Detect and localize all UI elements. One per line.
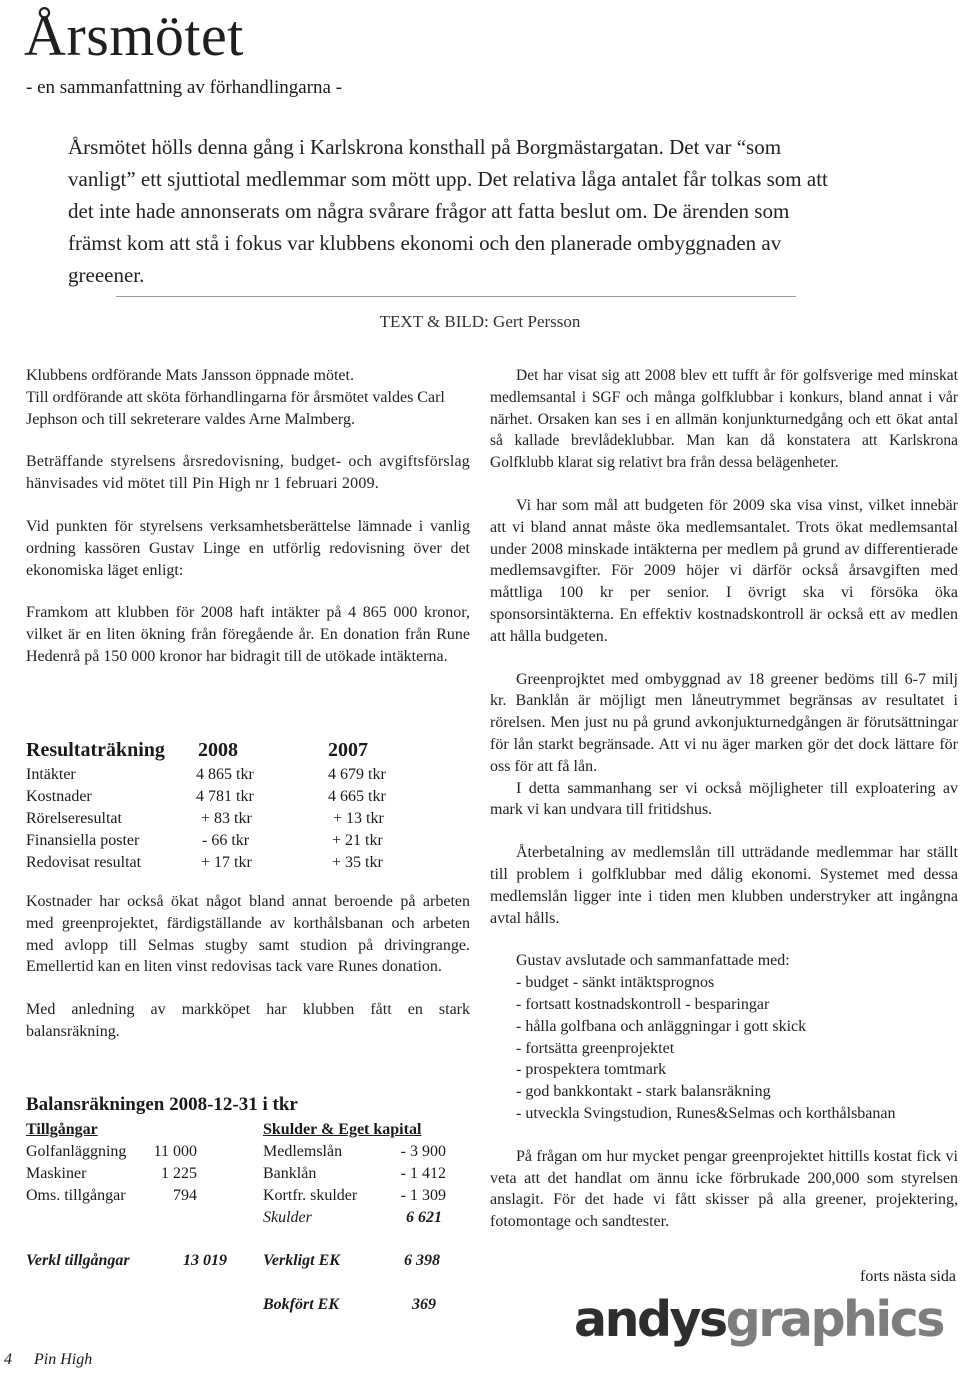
table-cell: 4 865 tkr (196, 766, 254, 783)
balance-row (26, 1163, 466, 1185)
paragraph: Vid punkten för styrelsens verksamhetsberättelse lämnade i vanlig ordning kassören Gustav Linge en utförlig redovisning över det ekonomiska läget enligt: (26, 517, 470, 579)
asset-value: 794 (173, 1187, 197, 1204)
balance-row (26, 1207, 466, 1229)
paragraph: På frågan om hur mycket pengar greenprojektet hittills kostat fick vi veta att det handlat om ännu icke förbrukade 200,000 som styrelsen anslagit. För det hade vi fått skisser på alla greener, projektering, fotomontage och sandtester. (490, 1147, 958, 1231)
table-row (26, 764, 446, 786)
continued-note: forts nästa sida (860, 1268, 956, 1285)
asset-label: Golfanläggning (26, 1143, 127, 1160)
paragraph: Återbetalning av medlemslån till utträdande medlemmar har ställt till problem i golfklubbar med dålig ekonomi. Systemet med dessa medlemslån ligger inte i tiden men klubben understryker att ingångna avtal hålls. (490, 844, 958, 927)
paragraph: Det har visat sig att 2008 blev ett tufft år för golfsverige med minskat medlemsantal i SGF och många golfklubbar i konkurs, bland annat i vår närhet. Orsaken kan ses i en allmän konjunkturnedgång och ett ökat antal så kallade brevlådeklubbar. Man kan då konstatera att Karlskrona Golfklubb klarat sig relativt bra från dessa belägenheter. (490, 367, 958, 472)
table-cell: + 13 tkr (333, 810, 384, 827)
liability-label: Medlemslån (263, 1143, 343, 1160)
page-subtitle: - en sammanfattning av förhandlingarna - (26, 77, 343, 98)
list-item: - fortsatt kostnadskontroll - besparingar (516, 995, 770, 1013)
liability-label: Banklån (263, 1165, 317, 1182)
list-item: - budget - sänkt intäktsprognos (516, 974, 715, 992)
paragraph: Vi har som mål att budgeten för 2009 ska visa vinst, vilket innebär att vi bland annat måste öka medlemsantalet. Trots ökat medlemsantal under 2008 minskade intäkterna per medlem på grund av differentierade medlemsavgifter. För 2009 höjer vi därför också årsavgiften med måttliga 100 kr per senior. I övrigt ska vi försöka öka sponsorsintäkterna. En effektiv kostnadskontroll är också ett av medlen att hålla budgeten. (490, 496, 958, 645)
table-header-cell: Resultaträkning (26, 739, 165, 761)
summary-list (490, 972, 958, 1125)
paragraph: Beträffande styrelsens årsredovisning, budget- och avgiftsförslag hänvisades vid mötet till Pin High nr 1 februari 2009. (26, 453, 470, 493)
verkl-tillgangar-label: Verkl tillgångar (26, 1252, 130, 1269)
table-header-row (26, 736, 446, 764)
balance-sheet (26, 1093, 466, 1316)
liabilities-header: Skulder & Eget kapital (263, 1121, 422, 1138)
bokfort-ek-label: Bokfört EK (263, 1296, 340, 1313)
table-cell: + 17 tkr (201, 854, 252, 871)
table-header-cell: 2008 (198, 739, 238, 761)
income-statement-table (26, 736, 446, 874)
assets-header: Tillgångar (26, 1121, 98, 1138)
paragraph: Till ordförande att sköta förhandlingarna för årsmötet valdes Carl Jephson och till sekreterare valdes Arne Malmberg. (26, 388, 445, 428)
table-row (26, 830, 446, 852)
bokfort-ek-value: 369 (412, 1296, 436, 1313)
list-item: - utveckla Svingstudion, Runes&Selmas och korthålsbanan (516, 1104, 896, 1122)
asset-value: 1 225 (161, 1165, 197, 1182)
list-item: - fortsätta greenprojektet (516, 1039, 675, 1057)
liability-label: Kortfr. skulder (263, 1187, 358, 1204)
skulder-label: Skulder (263, 1209, 312, 1226)
table-cell: Finansiella poster (26, 832, 140, 849)
table-row (26, 808, 446, 830)
list-item: - god bankkontakt - stark balansräkning (516, 1083, 771, 1101)
verkl-tillgangar-value: 13 019 (183, 1252, 227, 1269)
table-cell: Intäkter (26, 766, 76, 783)
verkligt-ek-value: 6 398 (404, 1252, 440, 1269)
table-row (26, 852, 446, 874)
paragraph: I detta sammanhang ser vi också möjligheter till exploatering av mark vi kan undvara till fritidshus. (490, 779, 958, 819)
list-item: - hålla golfbana och anläggningar i gott skick (516, 1017, 807, 1035)
asset-label: Oms. tillgångar (26, 1187, 126, 1204)
table-cell: 4 781 tkr (196, 788, 254, 805)
table-cell: 4 665 tkr (328, 788, 386, 805)
asset-label: Maskiner (26, 1165, 87, 1182)
table-cell: Kostnader (26, 788, 92, 805)
table-header-cell: 2007 (328, 739, 368, 761)
publication-name: Pin High (34, 1351, 93, 1368)
liability-value: - 1 412 (400, 1165, 446, 1182)
asset-value: 11 000 (153, 1143, 197, 1160)
balance-row (26, 1185, 466, 1207)
list-item: - prospektera tomtmark (516, 1061, 667, 1079)
table-row (26, 786, 446, 808)
skulder-value: 6 621 (406, 1209, 442, 1226)
balance-row (26, 1141, 466, 1163)
paragraph: Gustav avslutade och sammanfattade med: (516, 952, 790, 970)
table-cell: + 83 tkr (201, 810, 252, 827)
lead-paragraph: Årsmötet hölls denna gång i Karlskrona konsthall på Borgmästargatan. Det var “som vanligt” ett sjuttiotal medlemmar som mött upp. Det relativa låga antalet får tolkas som att det inte hade annonserats om några svårare frågor att fatta beslut om. De ärenden som främst kom att stå i fokus var klubbens ekonomi och den planerade ombyggnaden av greeener. (68, 135, 828, 287)
paragraph: Framkom att klubben för 2008 haft intäkter på 4 865 000 kronor, vilket är en liten ökning från föregående år. En donation från Rune Hedenrå på 150 000 kronor har bidragit till de utökade intäkterna. (26, 604, 470, 665)
table-cell: + 21 tkr (332, 832, 383, 849)
verkligt-ek-label: Verkligt EK (263, 1252, 340, 1269)
liability-value: - 1 309 (400, 1187, 446, 1204)
table-cell: - 66 tkr (202, 832, 250, 849)
andysgraphics-logo: andysgraphics (574, 1291, 943, 1348)
paragraph: Greenprojktet med ombyggnad av 18 greener bedöms till 6-7 milj kr. Banklån är möjligt men låneutrymmet begränsas av resultatet i rörelsen. Men just nu på grund avkonjukturnedgången är förutsättningar för lån starkt begränsade. Att vi nu äger marken gör det dock lättare för oss för att få lån. (490, 670, 958, 775)
table-cell: Rörelseresultat (26, 810, 122, 827)
right-column (490, 365, 958, 1233)
left-column-lower (26, 891, 470, 1043)
liability-value: - 3 900 (400, 1143, 446, 1160)
table-cell: 4 679 tkr (328, 766, 386, 783)
left-column (26, 365, 470, 668)
page-title: Årsmötet (24, 3, 244, 68)
paragraph: Klubbens ordförande Mats Jansson öppnade mötet. (26, 367, 354, 384)
paragraph: Med anledning av markköpet har klubben fått en stark balansräkning. (26, 1001, 470, 1040)
divider (116, 296, 796, 297)
byline: TEXT & BILD: Gert Persson (379, 312, 581, 331)
paragraph: Kostnader har också ökat något bland annat beroende på arbeten med greenprojektet, färdigställande av korthålsbanan och arbeten med avlopp till Selmas stugby samt studion på drivingrange. Emellertid kan en liten vinst redovisas tack vare Runes donation. (26, 893, 470, 976)
table-cell: Redovisat resultat (26, 854, 142, 871)
balance-row (26, 1250, 466, 1272)
balance-row (26, 1294, 466, 1316)
page-number: 4 (4, 1351, 12, 1368)
table-cell: + 35 tkr (332, 854, 383, 871)
balance-title: Balansräkningen 2008-12-31 i tkr (26, 1094, 298, 1115)
